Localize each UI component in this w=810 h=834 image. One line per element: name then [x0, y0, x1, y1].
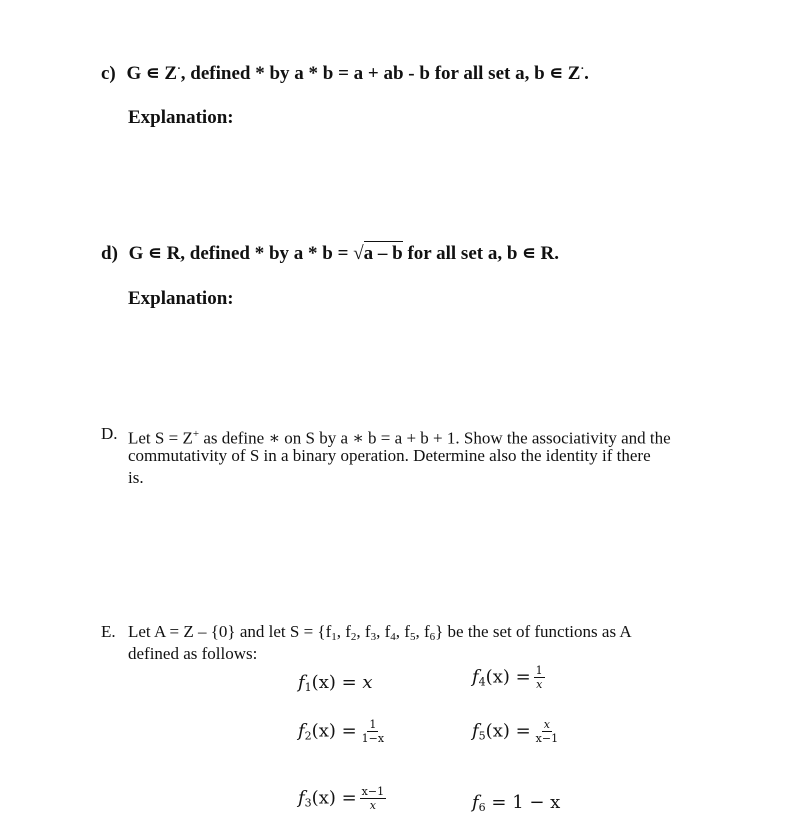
item-d-post: for all set a, b ∊ R.: [402, 243, 560, 264]
function-f5: $f_5(x)$ = $\frac{x}{x-1}$: [472, 718, 559, 745]
item-E-line2: defined as follows:: [128, 644, 258, 663]
function-f2: $f_2(x)$ = $\frac{1}{1-x}$: [298, 718, 385, 745]
fraction: $\frac{1}{x}$: [535, 664, 543, 691]
item-D-line3: is.: [128, 468, 144, 487]
item-d-explanation: Explanation:: [128, 288, 234, 309]
item-E-line1: Let A = Z – {0} and let $S = \{f_1$, $f_2$, $f_3$, $f_4$, $f_5$, $f_6$} be the set of functions as A: [128, 622, 632, 643]
item-E-label: E.: [101, 622, 116, 641]
function-f3: $f_3(x)$ = $\frac{x-1}{x}$: [298, 785, 385, 812]
item-d-statement: [101, 242, 559, 265]
item-c-statement: c) G ∊ Z·, defined * by a * b = a + ab - b for all set a, b ∊ Z·.: [101, 62, 589, 84]
sqrt-sign: √: [353, 243, 364, 264]
item-D-line2: commutativity of S in a binary operation. Determine also the identity if there: [128, 446, 651, 465]
item-c-mid: , defined * by a * b = a + ab - b for all set a, b ∊ Z: [180, 63, 581, 84]
item-d-label: d): [101, 243, 118, 264]
item-c-explanation: Explanation:: [128, 107, 234, 128]
function-f6: $f_6 = 1 - x$: [472, 792, 561, 814]
item-D-line1: Let S = Z+ as define ∗ on S by a ∗ b = a + b + 1. Show the associativity and the: [128, 428, 671, 448]
function-f1: $f_1(x) = x$: [298, 672, 373, 694]
item-d-pre: G ∊ R, defined * by a * b =: [128, 243, 354, 264]
item-c-pre: G ∊ Z: [126, 63, 178, 84]
function-f4: $f_4(x)$ = $\frac{1}{x}$: [472, 664, 543, 691]
item-d-radicand: a – b: [363, 243, 403, 264]
item-D-label: D.: [101, 424, 118, 443]
item-c-label: c): [101, 63, 116, 84]
fraction: $\frac{1}{1-x}$: [361, 718, 385, 745]
fraction: $\frac{x-1}{x}$: [361, 785, 385, 812]
fraction: $\frac{x}{x-1}$: [535, 718, 559, 745]
